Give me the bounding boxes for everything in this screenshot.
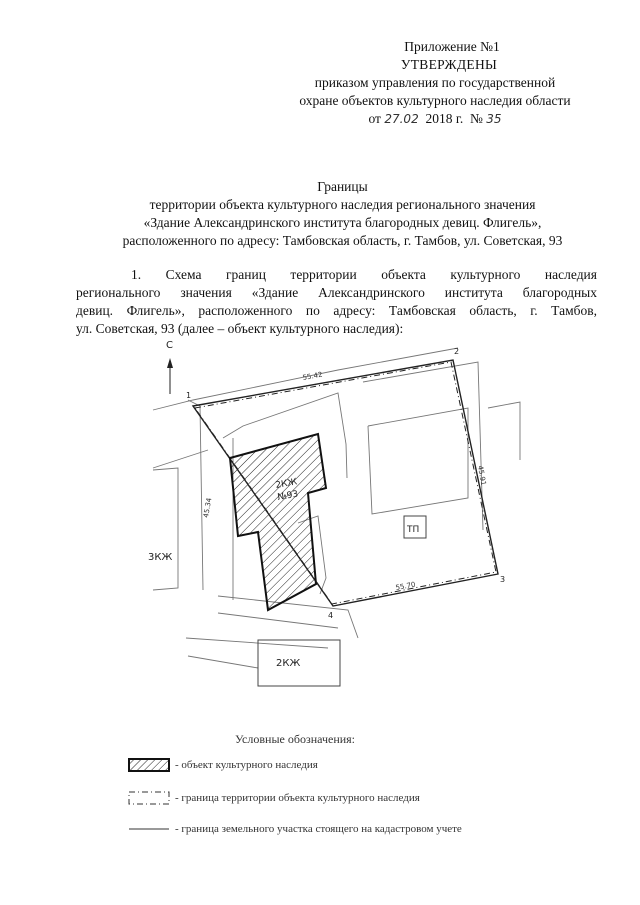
paragraph-line-2: регионального значения «Здание Александринского института благородных (76, 285, 597, 300)
building-label-2kzh: 2КЖ (274, 477, 299, 491)
number-prefix: № (469, 111, 483, 126)
handwritten-date: 27.02 (384, 112, 419, 126)
title-line-3: «Здание Александринского института благородных девиц. Флигель», (143, 215, 542, 230)
dimension-top: 55.42 (301, 370, 324, 382)
heritage-building (230, 434, 326, 610)
legend-title: Условные обозначения: (235, 732, 356, 746)
paragraph-line-1: 1. Схема границ территории объекта культурного наследия (131, 267, 597, 282)
title-line-4: расположенного по адресу: Тамбовская область, г. Тамбов, ул. Советская, 93 (122, 233, 563, 248)
point-4: 4 (328, 611, 334, 620)
paragraph-line-3: девиц. Флигель», расположенного по адресу: Тамбовская область, г. Тамбов, (76, 303, 597, 318)
order-line-1: приказом управления по государственной (314, 75, 556, 90)
document-title (60, 178, 625, 250)
dimension-right: 45.91 (476, 464, 488, 487)
scheme-paragraph (76, 266, 597, 338)
building-label-number: №93 (276, 489, 300, 503)
point-1: 1 (186, 391, 192, 400)
legend-label-cadastral: - граница земельного участка стоящего на кадастровом учете (175, 823, 462, 835)
north-label: С (166, 340, 173, 351)
date-prefix: от (368, 111, 381, 126)
point-3: 3 (500, 575, 506, 584)
order-line-2: охране объектов культурного наследия области (299, 93, 571, 108)
title-line-1: Границы (317, 179, 368, 194)
legend-label-heritage: - объект культурного наследия (175, 759, 318, 771)
order-date-line (270, 110, 600, 128)
hatched-swatch-icon (128, 758, 170, 772)
paragraph-line-4: ул. Советская, 93 (далее – объект культурного наследия): (76, 321, 404, 336)
legend-label-territory: - граница территории объекта культурного наследия (175, 792, 420, 804)
dimension-bottom: 55.70 (394, 580, 417, 592)
appendix-number: Приложение №1 (404, 39, 500, 54)
north-arrow-icon (167, 358, 173, 394)
approval-block (270, 38, 600, 128)
label-2kzh: 2КЖ (276, 658, 301, 669)
label-tp: ТП (407, 525, 420, 535)
dimension-left: 45.34 (202, 497, 214, 519)
boundary-scheme-map (148, 338, 528, 690)
point-2: 2 (454, 347, 460, 356)
title-line-2: территории объекта культурного наследия регионального значения (149, 197, 536, 212)
order-year: 2018 г. (425, 111, 464, 126)
solid-line-icon (128, 822, 170, 836)
label-3kzh: 3КЖ (148, 552, 173, 563)
handwritten-number: 35 (486, 112, 502, 126)
dashed-boundary-icon (128, 791, 170, 805)
approved-label: УТВЕРЖДЕНЫ (400, 57, 498, 72)
